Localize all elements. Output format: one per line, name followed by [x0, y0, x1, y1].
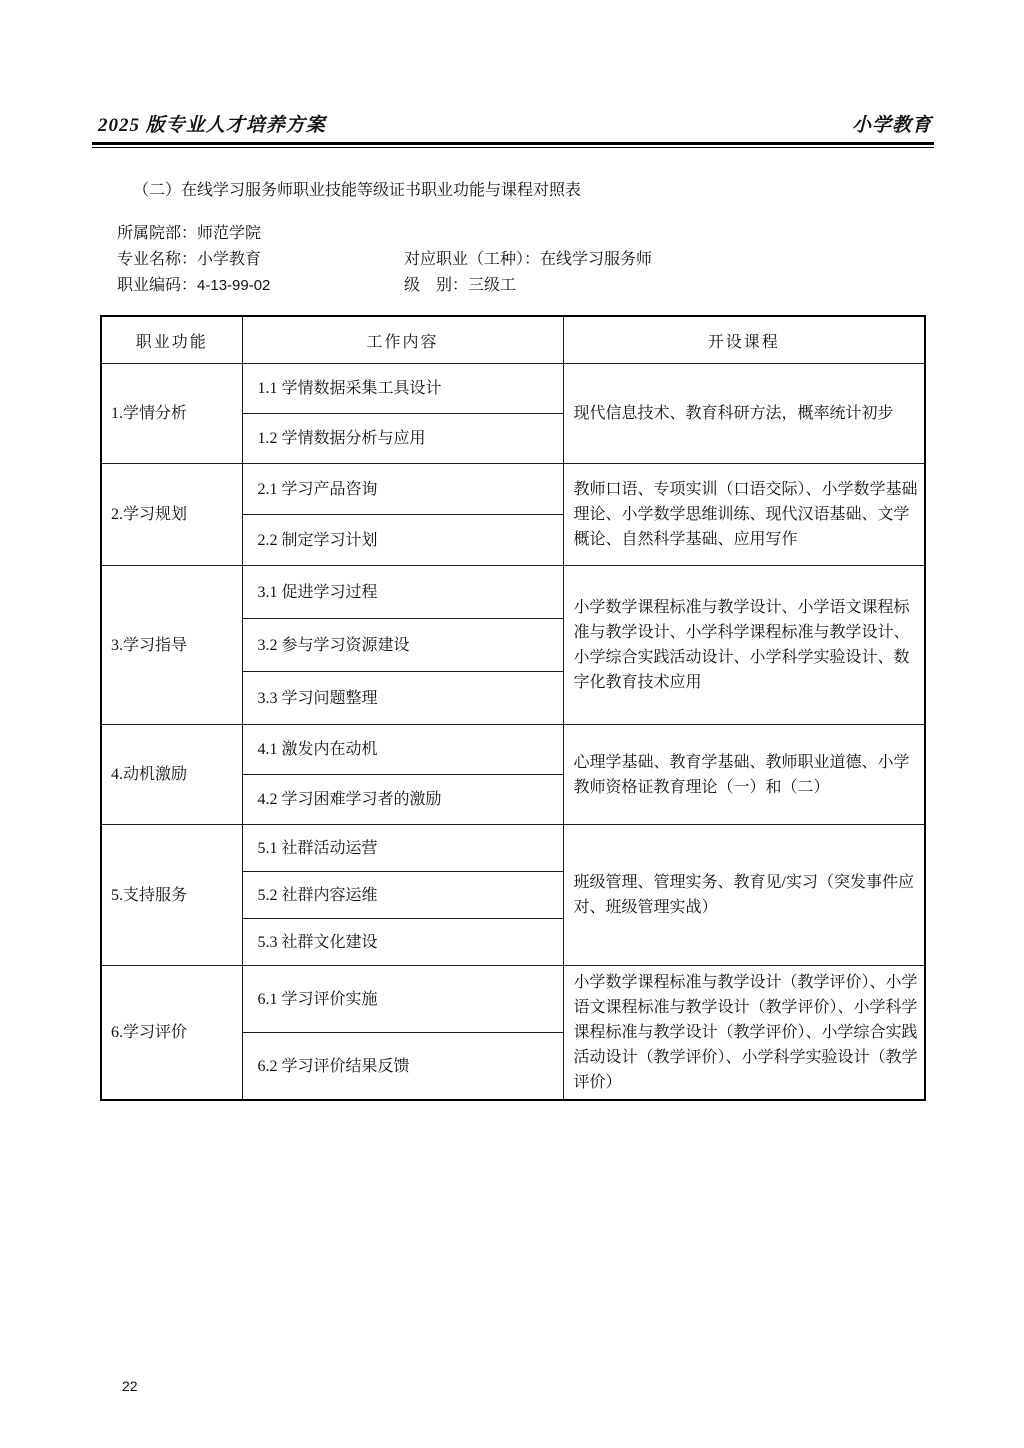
- course-cell: 小学数学课程标准与教学设计、小学语文课程标准与教学设计、小学科学课程标准与教学设计、小学综合实践活动设计、小学科学实验设计、数字化教育技术应用: [563, 566, 925, 725]
- task-cell: 4.1 激发内在动机: [242, 725, 563, 775]
- course-mapping-table-body: [101, 364, 925, 1101]
- table-row: [101, 725, 925, 775]
- info-block: [117, 221, 877, 299]
- task-cell: 4.2 学习困难学习者的激励: [242, 775, 563, 825]
- header-cell-work: 工作内容: [242, 316, 563, 364]
- header-right-title: 小学教育: [851, 115, 932, 136]
- function-cell: 2.学习规划: [101, 464, 242, 566]
- level-label: 级 别：: [404, 277, 469, 294]
- course-cell: 现代信息技术、教育科研方法，概率统计初步: [563, 364, 925, 464]
- page-number: 22: [122, 1378, 138, 1394]
- task-cell: 6.2 学习评价结果反馈: [242, 1033, 563, 1100]
- department-field: [117, 221, 404, 247]
- course-mapping-table: [100, 315, 926, 1101]
- course-mapping-table-wrap: [100, 315, 924, 1101]
- major-value: 小学教育: [197, 251, 262, 268]
- info-row-department: [117, 221, 877, 247]
- occupation-value: 在线学习服务师: [540, 251, 653, 268]
- major-label: 专业名称：: [117, 251, 198, 268]
- table-row: [101, 364, 925, 414]
- code-value: 4-13-99-02: [197, 277, 271, 294]
- table-row: [101, 566, 925, 619]
- task-cell: 1.2 学情数据分析与应用: [242, 414, 563, 464]
- task-cell: 2.2 制定学习计划: [242, 515, 563, 566]
- course-cell: 小学数学课程标准与教学设计（教学评价）、小学语文课程标准与教学设计（教学评价）、小学科学课程标准与教学设计（教学评价）、小学综合实践活动设计（教学评价）、小学科学实验设计（教学评价）: [563, 966, 925, 1101]
- function-cell: 4.动机激励: [101, 725, 242, 825]
- table-row: [101, 464, 925, 515]
- task-cell: 5.2 社群内容运维: [242, 872, 563, 919]
- code-label: 职业编码：: [117, 277, 198, 294]
- section-title: （二）在线学习服务师职业技能等级证书职业功能与课程对照表: [133, 182, 582, 199]
- table-row: [101, 825, 925, 872]
- course-cell: 班级管理、管理实务、教育见/实习（突发事件应对、班级管理实战）: [563, 825, 925, 966]
- task-cell: 6.1 学习评价实施: [242, 966, 563, 1033]
- header-cell-function: 职业功能: [101, 316, 242, 364]
- function-cell: 1.学情分析: [101, 364, 242, 464]
- function-cell: 6.学习评价: [101, 966, 242, 1101]
- function-cell: 5.支持服务: [101, 825, 242, 966]
- occupation-field: [404, 247, 652, 273]
- task-cell: 5.3 社群文化建设: [242, 919, 563, 966]
- info-row-code-level: [117, 273, 877, 299]
- function-cell: 3.学习指导: [101, 566, 242, 725]
- task-cell: 3.1 促进学习过程: [242, 566, 563, 619]
- task-cell: 1.1 学情数据采集工具设计: [242, 364, 563, 414]
- task-cell: 2.1 学习产品咨询: [242, 464, 563, 515]
- header-rule-thin: [92, 147, 934, 148]
- level-field: [404, 273, 516, 299]
- course-cell: 教师口语、专项实训（口语交际）、小学数学基础理论、小学数学思维训练、现代汉语基础、文学概论、自然科学基础、应用写作: [563, 464, 925, 566]
- task-cell: 3.2 参与学习资源建设: [242, 619, 563, 672]
- info-row-major-occupation: [117, 247, 877, 273]
- department-label: 所属院部：: [117, 225, 198, 242]
- header-cell-courses: 开设课程: [563, 316, 925, 364]
- level-value: 三级工: [468, 277, 517, 294]
- header-rule-thick: [92, 142, 934, 145]
- department-value: 师范学院: [197, 225, 262, 242]
- code-field: [117, 273, 404, 299]
- task-cell: 5.1 社群活动运营: [242, 825, 563, 872]
- table-header-row: [101, 316, 925, 364]
- header-left-title: 2025 版专业人才培养方案: [98, 115, 326, 136]
- major-field: [117, 247, 404, 273]
- occupation-label: 对应职业（工种）：: [404, 251, 541, 268]
- task-cell: 3.3 学习问题整理: [242, 672, 563, 725]
- table-row: [101, 966, 925, 1033]
- running-header: [92, 110, 934, 148]
- course-cell: 心理学基础、教育学基础、教师职业道德、小学教师资格证教育理论（一）和（二）: [563, 725, 925, 825]
